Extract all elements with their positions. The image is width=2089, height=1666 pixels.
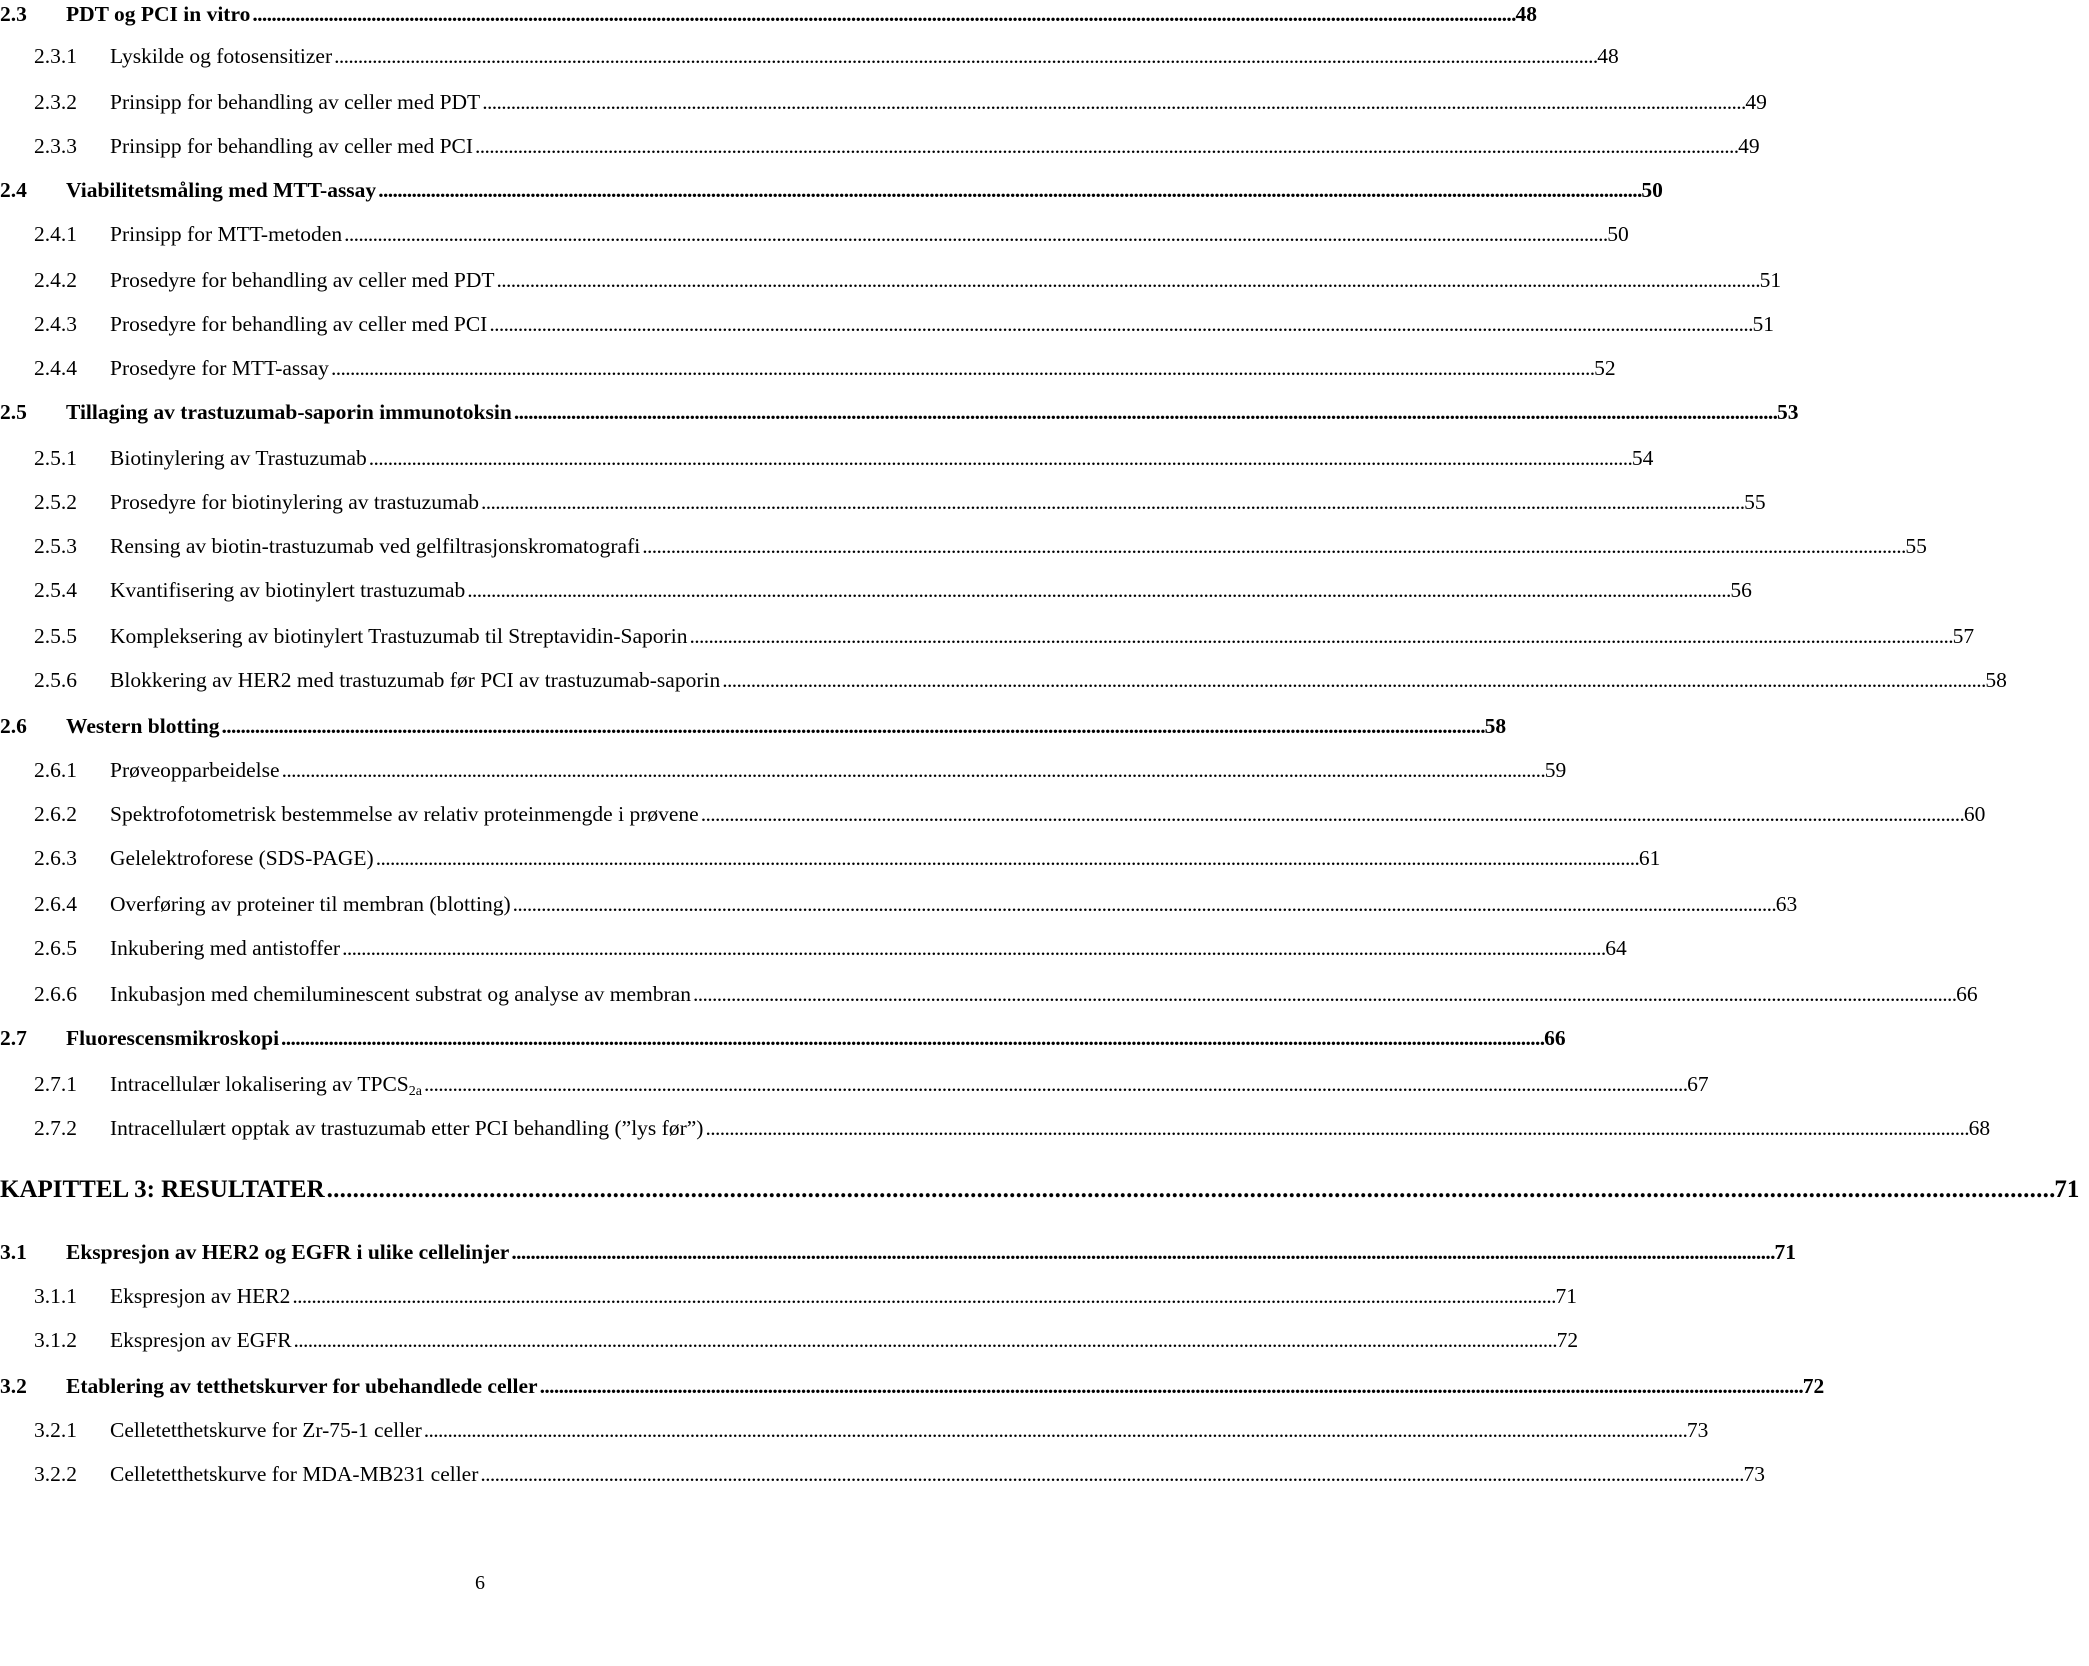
toc-entry-title xyxy=(0,1176,325,1204)
toc-entry-page: 63 xyxy=(1775,892,1798,916)
toc-entry[interactable] xyxy=(0,802,1986,838)
toc-entry[interactable] xyxy=(0,178,1663,214)
toc-entry-title xyxy=(110,44,332,69)
toc-entry-title xyxy=(110,846,374,871)
toc-entry-page: 72 xyxy=(1556,1328,1579,1352)
toc-entry-title-text: Prosedyre for MTT-assay xyxy=(110,356,329,380)
toc-entry-number: 2.5.1 xyxy=(34,446,77,470)
toc-entry-page: 72 xyxy=(1802,1374,1825,1398)
toc-entry-title-text: Inkubasjon med chemiluminescent substrat og analyse av membran xyxy=(110,982,691,1006)
toc-entry-title-text: Kvantifisering av biotinylert trastuzumab xyxy=(110,578,466,602)
toc-entry-page: 71 xyxy=(1555,1284,1577,1308)
toc-dot-leader xyxy=(342,936,1603,961)
toc-dot-leader xyxy=(511,1240,1772,1265)
toc-entry-title xyxy=(110,982,691,1007)
toc-entry-number: 2.6.1 xyxy=(34,758,77,782)
toc-dot-leader xyxy=(282,758,1543,783)
toc-entry-page: 48 xyxy=(1597,44,1619,68)
toc-entry-number: 2.6.5 xyxy=(34,936,77,960)
toc-entry-page: 52 xyxy=(1594,356,1616,380)
toc-dot-leader xyxy=(344,222,1605,247)
toc-entry-number: 2.7.2 xyxy=(34,1116,77,1140)
toc-dot-leader xyxy=(642,534,1903,559)
toc-dot-leader xyxy=(376,846,1637,871)
toc-entry-title-text: Celletetthetskurve for Zr-75-1 celler xyxy=(110,1418,422,1442)
toc-entry-title xyxy=(110,578,465,603)
toc-entry-page: 64 xyxy=(1605,936,1627,960)
toc-entry-page: 60 xyxy=(1963,802,1986,826)
toc-entry[interactable] xyxy=(0,982,1978,1018)
toc-entry-title xyxy=(110,1284,290,1309)
toc-entry-title-text: Ekspresjon av HER2 og EGFR i ulike cellelinjer xyxy=(66,1240,510,1264)
toc-entry-title xyxy=(110,668,720,693)
toc-entry-title xyxy=(110,222,342,247)
toc-entry-number: 2.4.2 xyxy=(34,268,77,292)
toc-entry-title-text: Prinsipp for behandling av celler med PCI xyxy=(110,134,474,158)
toc-entry-title-text: Prinsipp for behandling av celler med PDT xyxy=(110,90,481,114)
toc-dot-leader xyxy=(705,1116,1966,1141)
toc-entry[interactable] xyxy=(0,490,1766,526)
toc-entry-number: 2.5.2 xyxy=(34,490,77,514)
toc-entry-title-text: Inkubering med antistoffer xyxy=(110,936,341,960)
toc-entry[interactable] xyxy=(0,2,1537,38)
toc-entry[interactable] xyxy=(0,400,1799,436)
toc-entry-title-text: Lyskilde og fotosensitizer xyxy=(110,44,333,68)
toc-dot-leader xyxy=(475,134,1736,159)
toc-entry-number: 3.2 xyxy=(0,1374,27,1398)
toc-entry-title-text: Viabilitetsmåling med MTT-assay xyxy=(66,178,377,202)
toc-entry[interactable] xyxy=(0,90,1767,126)
toc-entry-title-text: Western blotting xyxy=(66,714,220,738)
toc-entry-page: 51 xyxy=(1759,268,1782,292)
toc-entry-title-text: Intracellulær lokalisering av TPCS xyxy=(110,1072,409,1096)
toc-entry-title xyxy=(66,1374,538,1399)
toc-entry-number: 2.4 xyxy=(0,178,27,202)
toc-entry-title-text: Biotinylering av Trastuzumab xyxy=(110,446,367,470)
toc-entry-title-text: Ekspresjon av EGFR xyxy=(110,1328,292,1352)
toc-dot-leader xyxy=(327,1176,2053,1204)
toc-entry-number: 2.6.2 xyxy=(34,802,77,826)
toc-dot-leader xyxy=(281,1026,1542,1051)
toc-entry-number: 2.7.1 xyxy=(34,1072,77,1096)
toc-entry-title-text: Overføring av proteiner til membran (blotting) xyxy=(110,892,511,916)
toc-entry[interactable] xyxy=(0,668,2007,704)
toc-dot-leader xyxy=(369,446,1630,471)
toc-entry[interactable] xyxy=(0,44,1619,80)
toc-entry-title xyxy=(110,1116,703,1141)
toc-entry-title-text: Prosedyre for behandling av celler med PCI xyxy=(110,312,488,336)
toc-entry-number: 3.2.1 xyxy=(34,1418,77,1442)
toc-entry-title xyxy=(110,1328,292,1353)
toc-dot-leader xyxy=(482,90,1743,115)
toc-entry-title-subscript: 2a xyxy=(408,1084,422,1099)
toc-dot-leader xyxy=(294,1328,1555,1353)
toc-dot-leader xyxy=(689,624,1950,649)
toc-entry[interactable] xyxy=(0,134,1760,170)
toc-entry-title-text: Prinsipp for MTT-metoden xyxy=(110,222,343,246)
toc-dot-leader xyxy=(481,490,1742,515)
toc-entry-number: 2.6 xyxy=(0,714,27,738)
toc-entry-title xyxy=(110,892,511,917)
toc-entry-number: 2.3.2 xyxy=(34,90,77,114)
toc-entry-title xyxy=(66,1026,279,1051)
toc-entry-number: 2.7 xyxy=(0,1026,27,1050)
toc-entry[interactable] xyxy=(0,892,1798,928)
toc-entry[interactable] xyxy=(0,1418,1709,1454)
toc-entry-page: 66 xyxy=(1956,982,1978,1006)
toc-dot-leader xyxy=(221,714,1482,739)
toc-entry-title xyxy=(110,936,340,961)
toc-dot-leader xyxy=(424,1072,1685,1097)
toc-entry-number: 2.3.1 xyxy=(34,44,77,68)
toc-entry-title xyxy=(110,1462,478,1487)
toc-entry-page: 58 xyxy=(1484,714,1507,738)
toc-entry-number: 2.4.3 xyxy=(34,312,77,336)
toc-entry-page: 53 xyxy=(1776,400,1799,424)
toc-entry-title xyxy=(66,178,376,203)
toc-entry-title-text: Etablering av tetthetskurver for ubehandlede celler xyxy=(66,1374,538,1398)
toc-entry[interactable] xyxy=(0,1072,1709,1108)
toc-entry-title xyxy=(110,802,699,827)
toc-entry-number: 2.3 xyxy=(0,2,27,26)
toc-entry-number: 2.6.4 xyxy=(34,892,77,916)
toc-entry-title xyxy=(66,400,512,425)
toc-entry-title xyxy=(110,268,495,293)
toc-entry-title-text: Celletetthetskurve for MDA-MB231 celler xyxy=(110,1462,479,1486)
toc-entry-title-text: Prøveopparbeidelse xyxy=(110,758,280,782)
toc-entry[interactable] xyxy=(0,846,1661,882)
toc-entry-number: 2.6.6 xyxy=(34,982,77,1006)
toc-entry-title-text: Ekspresjon av HER2 xyxy=(110,1284,291,1308)
toc-entry-page: 71 xyxy=(2054,1176,2080,1203)
toc-entry-page: 50 xyxy=(1641,178,1663,202)
toc-entry[interactable] xyxy=(0,222,1629,258)
toc-entry-title-text: Tillaging av trastuzumab-saporin immunotoksin xyxy=(66,400,512,424)
toc-entry-title xyxy=(66,2,250,27)
toc-entry-title xyxy=(110,446,367,471)
toc-entry-title xyxy=(110,134,473,159)
toc-entry[interactable] xyxy=(0,446,1654,482)
toc-entry[interactable] xyxy=(0,534,1927,570)
toc-entry-title-text: Gelelektroforese (SDS-PAGE) xyxy=(110,846,374,870)
toc-dot-leader xyxy=(252,2,1513,27)
toc-entry-page: 49 xyxy=(1745,90,1767,114)
toc-entry-title-text: Intracellulært opptak av trastuzumab etter PCI behandling (”lys før”) xyxy=(110,1116,704,1140)
page-number: 6 xyxy=(475,1572,485,1594)
toc-entry-title-text: PDT og PCI in vitro xyxy=(66,2,251,26)
toc-entry[interactable] xyxy=(0,1328,1579,1364)
toc-entry-number: 3.1.2 xyxy=(34,1328,77,1352)
toc-entry-page: 55 xyxy=(1905,534,1927,558)
toc-entry-title-text: Prosedyre for behandling av celler med PDT xyxy=(110,268,495,292)
toc-entry-number: 2.5.3 xyxy=(34,534,77,558)
toc-entry-title xyxy=(110,758,280,783)
toc-entry-number: 2.5 xyxy=(0,400,27,424)
toc-entry-title-text: Rensing av biotin-trastuzumab ved gelfiltrasjonskromatografi xyxy=(110,534,641,558)
toc-entry-number: 2.6.3 xyxy=(34,846,77,870)
toc-entry-title-text: Blokkering av HER2 med trastuzumab før PCI av trastuzumab-saporin xyxy=(110,668,721,692)
toc-dot-leader xyxy=(331,356,1592,381)
toc-entry[interactable] xyxy=(0,714,1507,750)
toc-entry[interactable] xyxy=(0,578,1752,614)
toc-entry-page: 71 xyxy=(1774,1240,1796,1264)
toc-entry-number: 2.5.4 xyxy=(34,578,77,602)
toc-entry-number: 2.5.6 xyxy=(34,668,77,692)
toc-entry-title xyxy=(110,490,479,515)
toc-entry-number: 3.1.1 xyxy=(34,1284,77,1308)
toc-entry-title xyxy=(110,1072,422,1100)
toc-entry-title-text: Fluorescensmikroskopi xyxy=(66,1026,280,1050)
toc-entry-page: 49 xyxy=(1738,134,1760,158)
toc-entry-page: 50 xyxy=(1607,222,1629,246)
toc-entry-page: 73 xyxy=(1743,1462,1766,1486)
toc-entry-title xyxy=(110,624,687,649)
toc-entry-title xyxy=(110,1418,422,1443)
toc-entry[interactable] xyxy=(0,1116,1991,1152)
toc-entry-page: 57 xyxy=(1952,624,1975,648)
toc-entry[interactable] xyxy=(0,1240,1796,1276)
toc-entry[interactable] xyxy=(0,624,1975,660)
toc-entry-title-text: Spektrofotometrisk bestemmelse av relativ proteinmengde i prøvene xyxy=(110,802,699,826)
toc-entry-page: 48 xyxy=(1515,2,1537,26)
toc-dot-leader xyxy=(489,312,1750,337)
toc-entry[interactable] xyxy=(0,758,1567,794)
toc-dot-leader xyxy=(701,802,1962,827)
toc-dot-leader xyxy=(514,400,1775,425)
toc-dot-leader xyxy=(722,668,1983,693)
toc-entry-page: 67 xyxy=(1687,1072,1709,1096)
toc-entry-title xyxy=(66,1240,509,1265)
toc-entry-title xyxy=(110,356,329,381)
toc-dot-leader xyxy=(693,982,1954,1007)
toc-entry-page: 54 xyxy=(1631,446,1654,470)
toc-entry-number: 2.4.4 xyxy=(34,356,77,380)
toc-entry[interactable] xyxy=(0,936,1627,972)
toc-entry[interactable] xyxy=(0,1284,1577,1320)
toc-dot-leader xyxy=(424,1418,1685,1443)
toc-entry[interactable] xyxy=(0,356,1616,392)
toc-entry-page: 58 xyxy=(1985,668,2007,692)
toc-dot-leader xyxy=(378,178,1639,203)
toc-entry-number: 2.5.5 xyxy=(34,624,77,648)
toc-entry-page: 55 xyxy=(1744,490,1766,514)
toc-entry-page: 66 xyxy=(1544,1026,1566,1050)
toc-entry-title-text: Kompleksering av biotinylert Trastuzumab til Streptavidin-Saporin xyxy=(110,624,688,648)
toc-entry[interactable] xyxy=(0,1374,1825,1410)
toc-entry[interactable] xyxy=(0,1176,2080,1220)
toc-dot-leader xyxy=(497,268,1758,293)
toc-entry-page: 68 xyxy=(1968,1116,1991,1140)
toc-entry[interactable] xyxy=(0,268,1782,304)
toc-entry-title xyxy=(66,714,219,739)
toc-entry-page: 73 xyxy=(1686,1418,1709,1442)
toc-entry-number: 3.2.2 xyxy=(34,1462,77,1486)
toc-entry-number: 3.1 xyxy=(0,1240,27,1264)
toc-dot-leader xyxy=(467,578,1728,603)
toc-dot-leader xyxy=(480,1462,1741,1487)
toc-entry-title xyxy=(110,90,480,115)
toc-dot-leader xyxy=(334,44,1595,69)
toc-entry-page: 51 xyxy=(1752,312,1774,336)
toc-entry-title xyxy=(110,534,640,559)
toc-entry-page: 61 xyxy=(1638,846,1661,870)
toc-dot-leader xyxy=(540,1374,1801,1399)
toc-entry-title-text: KAPITTEL 3: RESULTATER xyxy=(0,1176,325,1203)
toc-dot-leader xyxy=(513,892,1774,917)
toc-entry-page: 56 xyxy=(1730,578,1752,602)
toc-entry[interactable] xyxy=(0,1462,1766,1498)
toc-entry-number: 2.4.1 xyxy=(34,222,77,246)
toc-entry-title xyxy=(110,312,487,337)
toc-entry[interactable] xyxy=(0,1026,1566,1062)
toc-dot-leader xyxy=(292,1284,1553,1309)
toc-entry[interactable] xyxy=(0,312,1774,348)
toc-entry-page: 59 xyxy=(1544,758,1567,782)
toc-entry-title-text: Prosedyre for biotinylering av trastuzumab xyxy=(110,490,479,514)
toc-entry-number: 2.3.3 xyxy=(34,134,77,158)
